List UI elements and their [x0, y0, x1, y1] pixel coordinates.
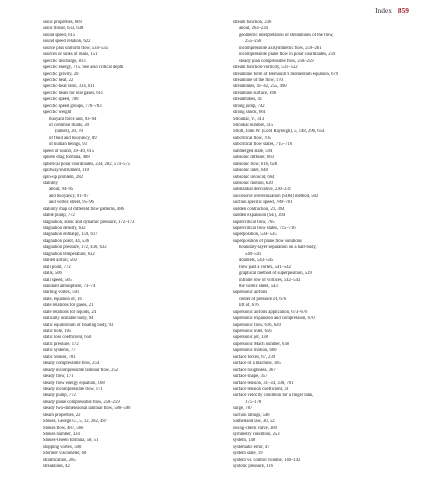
- index-entry: surface tension coefficient, 31: [233, 386, 289, 392]
- index-entry: doublets, 543–545: [239, 258, 274, 264]
- index-entry: Strouhal, V., 313: [233, 116, 265, 122]
- index-entry: strong shock, 661: [233, 110, 266, 116]
- index-entry: steady flow energy equation, 168: [43, 380, 105, 386]
- index-entry: static pressure, 172: [43, 341, 79, 347]
- index-entry: surge, 787: [233, 406, 253, 412]
- index-entry: system state, 19: [233, 451, 263, 457]
- index-entry: sources or sinks of mass, 151: [43, 52, 98, 58]
- index-entry: static Stokes, 781: [43, 354, 76, 360]
- index-entry: steady compressible flow, 254: [43, 361, 100, 367]
- index-entry: subsonic inlet, 640: [233, 168, 268, 174]
- index-entry: specific weight: [43, 110, 72, 116]
- index-entry: state relations for gases, 21: [43, 303, 94, 309]
- index-entry: Stokes-Oseen formula, 50, 51: [43, 438, 99, 444]
- index-entry: steady plan compressible flow, 258–259: [239, 58, 314, 64]
- running-header: [375, 6, 409, 15]
- index-entry: supercritical flow states, 715–716: [233, 226, 296, 231]
- index-entry: Stokes number, 334: [43, 432, 80, 437]
- index-entry: lift of, 676: [239, 303, 259, 309]
- index-entry: supersonic jet, 138: [233, 335, 268, 341]
- index-entry: starting vortex, 501: [43, 290, 80, 296]
- index-entry: streamline form of Bernoulli’s momentum equation, 679: [233, 71, 339, 77]
- index-entry: specific gravity, 20: [43, 71, 79, 77]
- index-entry: surface forces, 67, 239: [233, 354, 276, 360]
- index-entry: specific heats for real gases, 611: [43, 90, 104, 96]
- index-entry: steady flow, 171: [43, 374, 74, 380]
- index-entry: superposition, 534–535: [233, 232, 277, 238]
- index-entry: supersonic Mach number, 638: [233, 341, 290, 347]
- index-entry: sudden expansion (SE), 394: [233, 213, 286, 219]
- index-entry: subcritical flow states, 715–716: [233, 142, 293, 148]
- index-entry: stopping vortex, 500: [43, 444, 82, 450]
- index-entry: stream function-vorticity, 531–532: [233, 65, 298, 71]
- index-entry: stagnation, static and dynamic pressure, 172–173: [43, 219, 135, 225]
- index-entry: specific-heat ratio, 314, 611: [43, 84, 95, 90]
- index-entry: stalls, 506: [43, 271, 62, 277]
- index-entry: subsonic inviscid, 664: [233, 174, 275, 180]
- index-entry: system, 140: [233, 438, 256, 444]
- index-entry: streamline of the flow, 170: [233, 77, 283, 83]
- index-entry: stall point, 772: [43, 264, 71, 270]
- index-entry: stability: [43, 180, 58, 186]
- index-entry: systematic error, 47: [233, 444, 270, 450]
- index-entry: surface tension, 31–34, 338, 701: [233, 380, 294, 386]
- index-entry: supersonic airfoils application, 673–676: [233, 309, 308, 315]
- index-entry: spin-up problem, 282: [43, 174, 83, 180]
- index-entry: sphere drag formula, 488: [43, 155, 90, 161]
- index-entry: supersonic motion, 660: [233, 348, 277, 354]
- index-entry: Stokes flow, 487, 566: [43, 425, 84, 431]
- index-entry: streaklines, 42: [43, 464, 70, 470]
- index-entry: supersonic expansion and compression, 670: [233, 316, 315, 322]
- index-entry: suction ratings, 540: [233, 412, 270, 418]
- index-entry: supersonic airfoils: [233, 290, 268, 296]
- index-entry: stable pump, 772: [43, 213, 75, 219]
- index-entry: Stokes, George G., 5, 12, 282, 487: [43, 419, 108, 425]
- index-entry: speed of sound, 39–40, 615: [43, 148, 95, 154]
- index-entry: 255–256: [245, 39, 262, 45]
- index-entry: state relations for liquids, 24: [43, 309, 96, 315]
- index-entry: of fluid and buoyancy, 89: [49, 135, 97, 141]
- index-entry: specific speed groups, 778–783: [43, 103, 102, 109]
- index-entry: sonic throat, 633, 638: [43, 26, 84, 32]
- index-entry: state, equation of, 16: [43, 296, 82, 302]
- page-number: 859: [397, 6, 409, 15]
- index-entry: surface of a machine, 185: [233, 361, 281, 367]
- index-entry: static loss coefficient, 650: [43, 335, 92, 341]
- index-entry: stall speed, 505: [43, 277, 72, 283]
- index-entry: supercritical flow, 705: [233, 219, 275, 225]
- index-entry: successive overrelaxation (SOR) method, 582: [233, 193, 319, 199]
- index-entry: steady two-dimensional laminar flow, 588–590: [43, 406, 131, 412]
- index-entry: sound speed, 615: [43, 32, 76, 38]
- index-entry: Strutt, John W. (Lord Rayleigh), 5, 148, 296, 654: [233, 129, 325, 135]
- index-entry: static equilibrium of floating body, 93: [43, 322, 114, 328]
- index-entry: sudden contraction, 21, 394: [233, 206, 285, 212]
- index-entry: (tables), 20, 70: [55, 129, 83, 135]
- index-column-left: [43, 20, 229, 471]
- index-entry: supersonic flow, 616, 620: [233, 322, 281, 328]
- index-entry: strong jump, 742: [233, 103, 265, 109]
- index-entry: Strouhal number, 315: [233, 123, 274, 128]
- index-entry: symmetry condition, 253: [233, 432, 280, 437]
- index-entry: stratification, 285: [43, 457, 76, 463]
- index-entry: center of pressure of, 676: [239, 296, 287, 302]
- index-entry: streamlines, 41–42, 255, 490: [233, 84, 287, 90]
- index-entry: stagnation pressure, 172, 430, 632: [43, 245, 107, 251]
- index-entry: systolic pressure, 116: [233, 464, 273, 470]
- index-entry: steady incompressible laminar flow, 252: [43, 367, 119, 373]
- index-entry: subcritical flow, 705: [233, 135, 271, 141]
- index-entry: statically unstable body, 94: [43, 316, 94, 322]
- index-entry: subsonic flow, 616, 620: [233, 161, 278, 167]
- index-entry: about, 94–95: [49, 187, 74, 193]
- index-entry: stability map of different flow patterns, 486: [43, 206, 124, 212]
- index-entry: substantial derivative, 230–231: [233, 187, 292, 193]
- index-entry: submerged state, 594: [233, 148, 273, 154]
- index-entry: surface shape, 357: [233, 374, 268, 380]
- index-entry: swing-check valve, 389: [233, 425, 277, 431]
- index-entry: spherical polar coordinates, 234, 282, 574–575: [43, 161, 131, 167]
- index-entry: subsonic diffuser, 663: [233, 155, 274, 161]
- index-entry: graphical method of superposition, 539: [239, 271, 312, 277]
- index-entry: 540–541: [245, 251, 262, 257]
- index-entry: streamtubes, 41: [233, 97, 263, 103]
- index-entry: stream function, 236: [233, 20, 272, 25]
- index-entry: static hole, 105: [43, 329, 72, 334]
- index-entry: of common fluids, 20: [49, 123, 89, 128]
- index-entry: streamline surface, 166: [233, 90, 277, 96]
- index-entry: specific energy, 715. See also critical depth: [43, 65, 124, 71]
- index-entry: superposition of plane flow solutions: [233, 238, 302, 244]
- index-entry: specific heat, 22: [43, 77, 74, 83]
- index-entry: geometric interpretation of streamlines of the flow,: [239, 32, 334, 38]
- index-entry: about, 263–234: [239, 26, 268, 32]
- index-entry: steady plane compressible flow, 258–259: [43, 399, 120, 405]
- index-entry: static systems, 77: [43, 348, 76, 354]
- index-entry: and vortex street, 95–96: [49, 200, 94, 206]
- index-entry: steam properties, 22: [43, 412, 81, 418]
- index-entry: surface velocity condition for a finger tank,: [233, 393, 314, 399]
- index-entry: and buoyancy, 91–97: [49, 193, 89, 199]
- index-entry: steady pump, 772: [43, 393, 76, 399]
- index-entry: the vortex sheet, 543: [239, 283, 278, 289]
- index-entry: Sutherland law, 30, 52: [233, 419, 275, 425]
- section-label: Index: [375, 6, 392, 15]
- index-entry: of human beings, 93: [49, 142, 87, 148]
- index-column-right: [233, 20, 419, 471]
- index-entry: stagnation point, 44, 536: [43, 238, 90, 244]
- index-entry: stagnation temperature, 632: [43, 251, 95, 257]
- index-entry: sound speed relation, 622: [43, 39, 91, 45]
- index-entry: steady incompressible flow, 171: [43, 386, 103, 392]
- index-entry: buoyant force and, 93–94: [49, 116, 97, 122]
- index-entry: standard atmosphere, 73–74: [43, 283, 96, 289]
- index-entry: incompressible plane flow in polar coordinates, 259: [239, 52, 336, 58]
- index-entry: suction specific speed, 780–781: [233, 200, 293, 206]
- index-entry: supersonic inlet, 656: [233, 329, 272, 334]
- index-entry: 175–178: [245, 399, 262, 405]
- index-entry: spillway/instrument, 110: [43, 168, 89, 174]
- index-entry: stagnation density, 632: [43, 226, 86, 231]
- index-entry: stagnation enthalpy, 159, 617: [43, 232, 98, 238]
- index-entry: incompressible axisymmetric flow, 259–261: [239, 45, 322, 51]
- index-entry: flow past a vortex, 541–542: [239, 264, 291, 270]
- index-entry: Stormer viscometer, 60: [43, 451, 87, 457]
- index-entry: system vs. control volume, 140–142: [233, 457, 301, 463]
- index-entry: surface roughness, 367: [233, 367, 276, 373]
- index-entry: specific discharge, 813: [43, 58, 86, 64]
- index-entry: boundary-layer separation on a half-body,: [239, 245, 317, 251]
- index-entry: source plus uniform flow, 534–535: [43, 45, 109, 51]
- index-entry: infinite row of vortices, 542–543: [239, 277, 301, 283]
- index-entry: stalled airfoil, 502: [43, 258, 77, 264]
- index-entry: specific speed, 780: [43, 97, 79, 103]
- index-entry: subsonic motion, 620: [233, 180, 273, 186]
- index-entry: sonic properties, 669: [43, 20, 82, 25]
